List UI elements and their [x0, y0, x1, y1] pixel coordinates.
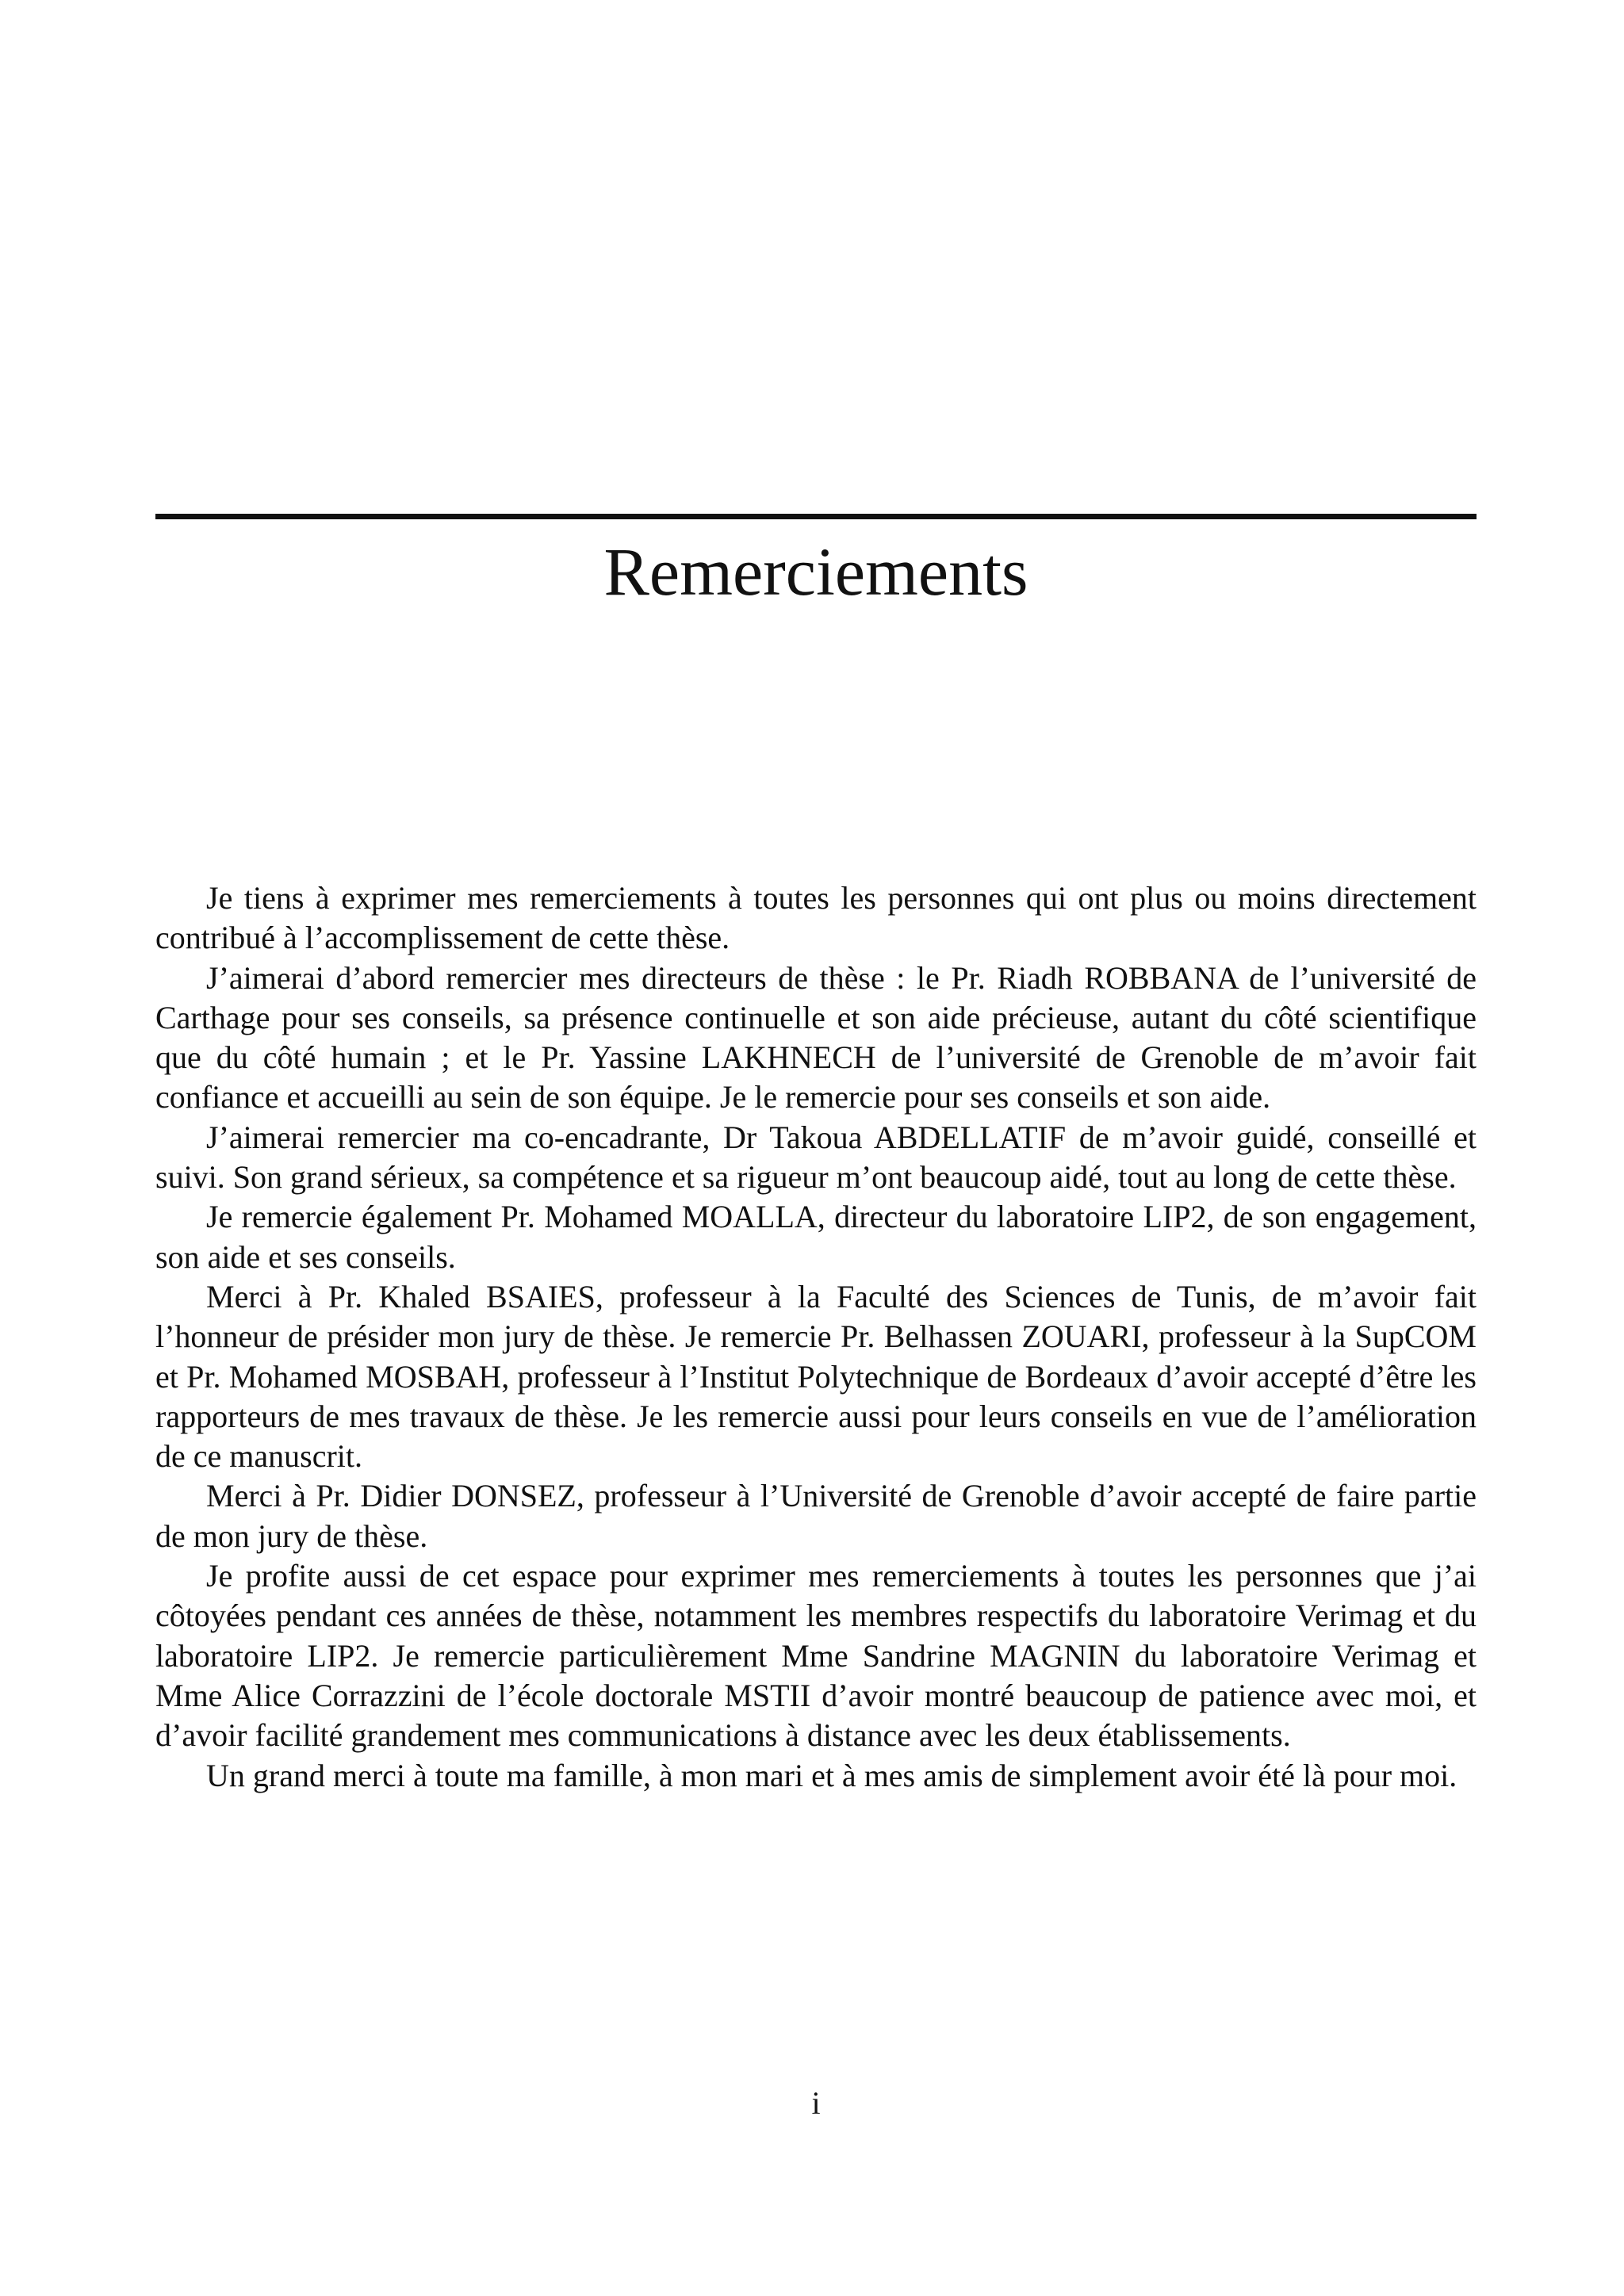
chapter-title: Remerciements: [603, 534, 1028, 610]
paragraph: J’aimerai d’abord remercier mes directeurs de thèse : le Pr. Riadh ROBBANA de l’université de Carthage pour ses conseils, sa présence continuelle et son aide précieuse, autant du côté scientifique que du côté humain ; et le Pr. Yassine LAKHNECH de l’université de Grenoble de m’avoir fait confiance et accueilli au sein de son équipe. Je le remercie pour ses conseils et son aide.: [155, 959, 1477, 1115]
title-rule: [155, 514, 1477, 519]
paragraph: Merci à Pr. Khaled BSAIES, professeur à la Faculté des Sciences de Tunis, de m’avoir fait l’honneur de présider mon jury de thèse. Je remercie Pr. Belhassen ZOUARI, professeur à la SupCOM et Pr. Mohamed MOSBAH, professeur à l’Institut Polytechnique de Bordeaux d’avoir accepté d’être les rapporteurs de mes travaux de thèse. Je les remercie aussi pour leurs conseils en vue de l’amélioration de ce manuscrit.: [155, 1278, 1477, 1475]
paragraph: Je tiens à exprimer mes remerciements à toutes les personnes qui ont plus ou moins directement contribué à l’accomplissement de cette thèse.: [155, 880, 1477, 956]
paragraph: Je remercie également Pr. Mohamed MOALLA, directeur du laboratoire LIP2, de son engagement, son aide et ses conseils.: [155, 1199, 1477, 1275]
page-number: i: [811, 2085, 821, 2121]
acknowledgements-body: [155, 878, 1477, 1796]
paragraph: Merci à Pr. Didier DONSEZ, professeur à l’Université de Grenoble d’avoir accepté de faire partie de mon jury de thèse.: [155, 1478, 1477, 1554]
paragraph: Un grand merci à toute ma famille, à mon mari et à mes amis de simplement avoir été là pour moi.: [206, 1757, 1457, 1793]
paragraph: Je profite aussi de cet espace pour exprimer mes remerciements à toutes les personnes que j’ai côtoyées pendant ces années de thèse, notamment les membres respectifs du laboratoire Verimag et du laboratoire LIP2. Je remercie particulièrement Mme Sandrine MAGNIN du laboratoire Verimag et Mme Alice Corrazzini de l’école doctorale MSTII d’avoir montré beaucoup de patience avec moi, et d’avoir facilité grandement mes communications à distance avec les deux établissements.: [155, 1558, 1477, 1754]
paragraph: J’aimerai remercier ma co-encadrante, Dr Takoua ABDELLATIF de m’avoir guidé, conseillé et suivi. Son grand sérieux, sa compétence et sa rigueur m’ont beaucoup aidé, tout au long de cette thèse.: [155, 1119, 1477, 1196]
